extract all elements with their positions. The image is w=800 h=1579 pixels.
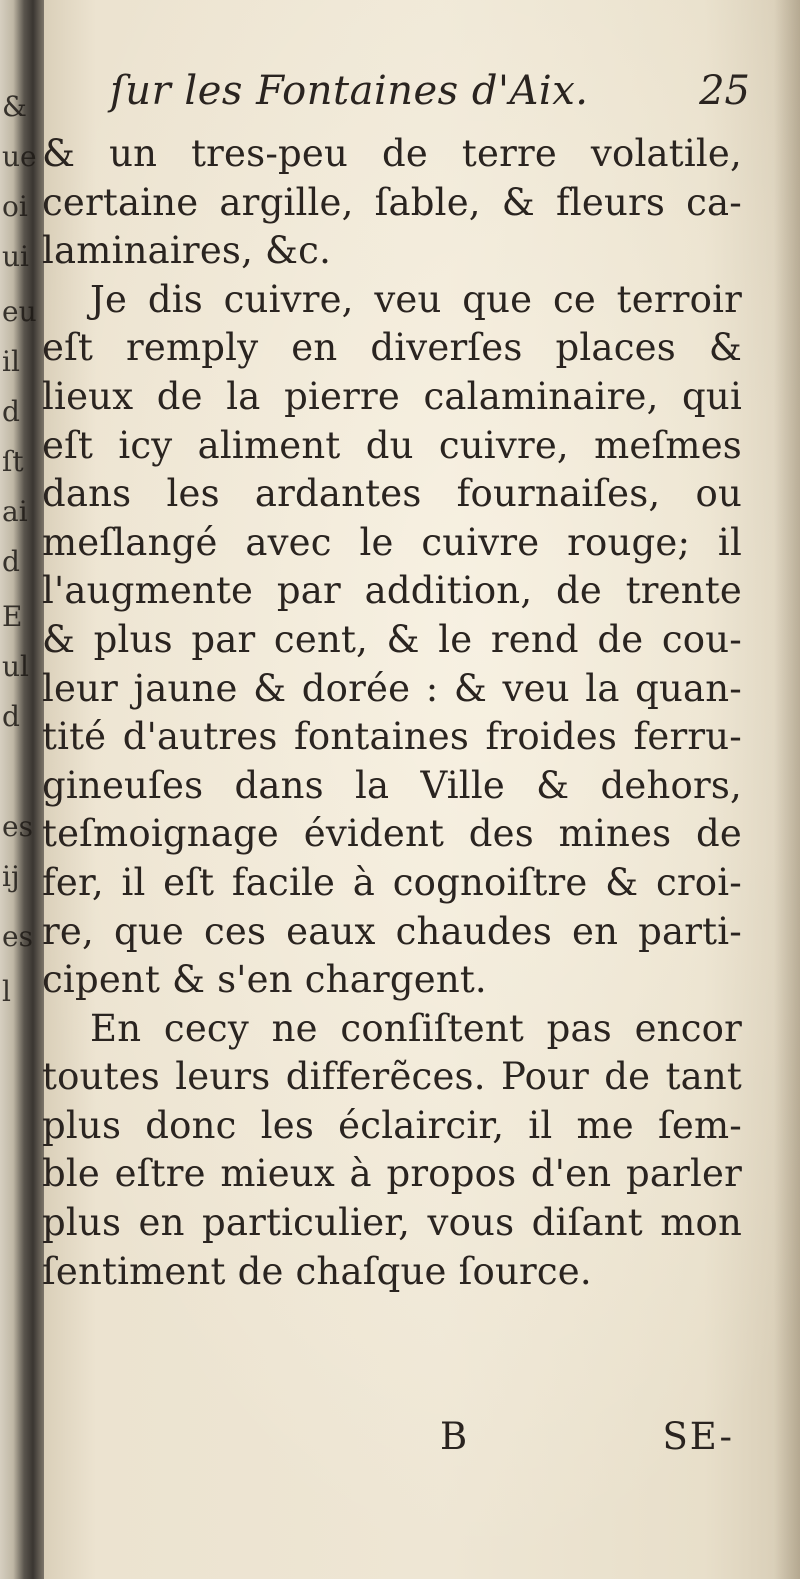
text-line: fer, il eſt facile à cognoiſtre & croi-: [42, 860, 742, 904]
text-line: toutes leurs differẽces. Pour de tant: [42, 1055, 742, 1099]
running-title: ſur les Fontaines d'Aix.: [110, 68, 589, 114]
gutter-fragment: d: [2, 700, 20, 733]
signature-mark: B: [440, 1415, 468, 1458]
text-line: certaine argille, ſable, & fleurs ca-: [42, 180, 742, 224]
gutter-fragment: E: [2, 600, 23, 633]
text-line: & un tres-peu de terre volatile,: [42, 132, 742, 175]
page-header: [110, 68, 750, 128]
gutter-fragment: es: [2, 920, 33, 953]
gutter-fragment: &: [2, 90, 27, 123]
gutter-fragment: l: [2, 975, 11, 1008]
text-line: re, que ces eaux chaudes en parti-: [42, 909, 742, 953]
text-line: teſmoignage évident des mines de: [42, 812, 742, 856]
text-line: lieux de la pierre calaminaire, qui: [42, 374, 742, 418]
gutter-fragment: ui: [2, 240, 29, 273]
gutter-fragment: ue: [2, 140, 37, 173]
text-line: tité d'autres fontaines froides ferru-: [42, 715, 742, 759]
facing-page-fragments: [0, 0, 44, 1579]
text-line: plus en particulier, vous diſant mon: [42, 1201, 742, 1245]
text-line: meſlangé avec le cuivre rouge; il: [42, 520, 742, 564]
gutter-fragment: eu: [2, 295, 37, 328]
text-line: cipent & s'en chargent.: [42, 958, 487, 1002]
catchword: SE-: [662, 1415, 734, 1458]
text-line: ſentiment de chaſque ſource.: [42, 1249, 592, 1293]
text-line: l'augmente par addition, de trente: [42, 569, 742, 613]
text-line: leur jaune & dorée : & veu la quan-: [42, 666, 742, 710]
text-line: gineuſes dans la Ville & dehors,: [42, 763, 742, 807]
page-footer: [42, 1415, 742, 1475]
gutter-fragment: oi: [2, 190, 28, 223]
gutter-fragment: d: [2, 395, 20, 428]
gutter-fragment: il: [2, 345, 20, 378]
text-line: dans les ardantes fournaiſes, ou: [42, 472, 742, 516]
gutter-fragment: es: [2, 810, 33, 843]
text-line: eſt icy aliment du cuivre, meſmes: [42, 423, 742, 467]
text-line: eſt remply en diverſes places &: [42, 326, 742, 370]
gutter-fragment: ij: [2, 860, 20, 893]
gutter-fragment: ſt: [2, 445, 24, 478]
text-line: En cecy ne conſiſtent pas encor: [90, 1006, 742, 1050]
gutter-fragment: ul: [2, 650, 29, 683]
text-line: ble eſtre mieux à propos d'en parler: [42, 1152, 742, 1196]
gutter-fragment: ai: [2, 495, 28, 528]
page-number: 25: [699, 68, 750, 114]
text-line: plus donc les éclaircir, il me ſem-: [42, 1103, 742, 1147]
body-text: [42, 130, 742, 1296]
text-line: Je dis cuivre, veu que ce terroir: [90, 277, 742, 321]
text-line: laminaires, &c.: [42, 229, 332, 273]
page-edge-shadow: [774, 0, 800, 1579]
gutter-fragment: d: [2, 545, 20, 578]
text-line: & plus par cent, & le rend de cou-: [42, 617, 742, 661]
